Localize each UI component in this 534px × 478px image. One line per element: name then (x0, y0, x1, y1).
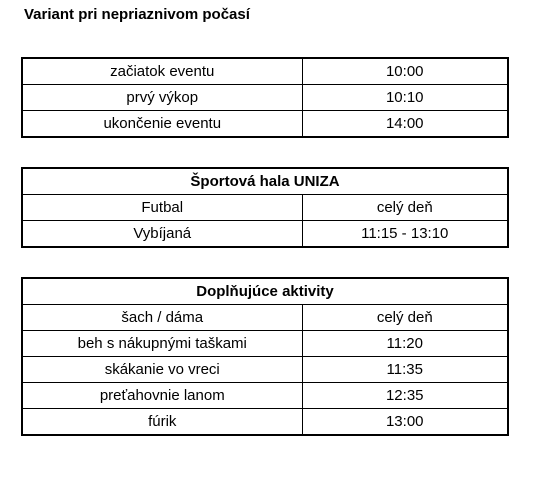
activity-cell: začiatok eventu (22, 58, 302, 85)
event-schedule-table (21, 57, 509, 138)
time-cell: 14:00 (302, 111, 508, 138)
activity-cell: prvý výkop (22, 85, 302, 111)
activity-cell: beh s nákupnými taškami (22, 331, 302, 357)
time-cell: 10:10 (302, 85, 508, 111)
table-row (22, 331, 508, 357)
table-row (22, 305, 508, 331)
sports-hall-table (21, 167, 509, 248)
time-cell: 10:00 (302, 58, 508, 85)
activity-cell: šach / dáma (22, 305, 302, 331)
table-row (22, 409, 508, 436)
table-row (22, 58, 508, 85)
activity-cell: Futbal (22, 195, 302, 221)
table-row (22, 221, 508, 248)
time-cell: celý deň (302, 305, 508, 331)
activity-cell: skákanie vo vreci (22, 357, 302, 383)
table-title-row (22, 278, 508, 305)
time-cell: celý deň (302, 195, 508, 221)
time-cell: 13:00 (302, 409, 508, 436)
activity-cell: fúrik (22, 409, 302, 436)
page-heading: Variant pri nepriaznivom počasí (24, 6, 250, 23)
time-cell: 11:15 - 13:10 (302, 221, 508, 248)
table-title: Športová hala UNIZA (22, 168, 508, 195)
table-title: Doplňujúce aktivity (22, 278, 508, 305)
table-row (22, 85, 508, 111)
activity-cell: Vybíjaná (22, 221, 302, 248)
table-row (22, 111, 508, 138)
table-title-row (22, 168, 508, 195)
activity-cell: ukončenie eventu (22, 111, 302, 138)
time-cell: 11:20 (302, 331, 508, 357)
table-row (22, 357, 508, 383)
table-row (22, 195, 508, 221)
additional-activities-table (21, 277, 509, 436)
time-cell: 12:35 (302, 383, 508, 409)
table-row (22, 383, 508, 409)
time-cell: 11:35 (302, 357, 508, 383)
activity-cell: preťahovnie lanom (22, 383, 302, 409)
